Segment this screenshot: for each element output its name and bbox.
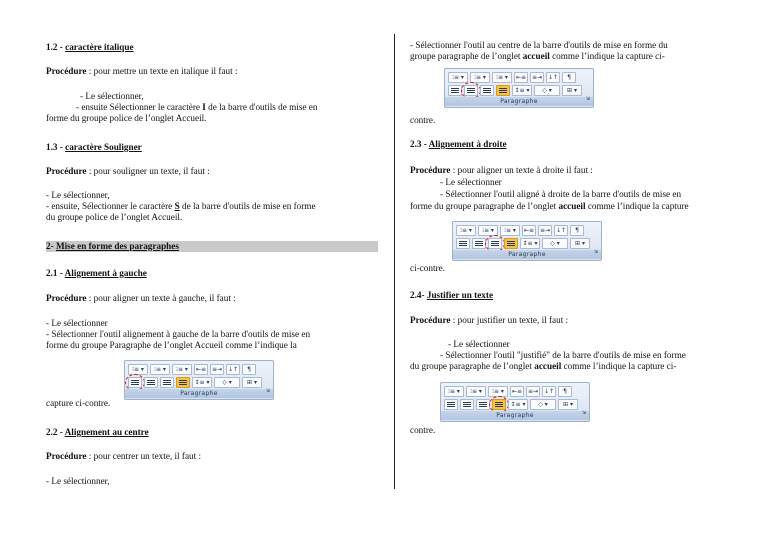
step-2-2-capture: contre.: [410, 115, 436, 125]
borders-icon: ⊞ ▾: [558, 399, 578, 410]
pilcrow-icon: ¶: [562, 72, 576, 83]
justify-icon: [492, 399, 506, 410]
step-2-4-capture: contre.: [410, 425, 436, 435]
sort-icon: ↓↑: [543, 388, 555, 395]
increase-indent-icon: ≡⇥: [211, 366, 223, 373]
bullets-icon: ⁝≡ ▾: [456, 225, 476, 236]
align-right-icon: [160, 377, 174, 388]
shading-icon: ◇ ▾: [542, 238, 568, 249]
ribbon-group-label: Paragraphe: [441, 411, 589, 420]
align-left-icon: [444, 399, 458, 410]
bullets-icon: ⁝≡ ▾: [128, 364, 148, 375]
step-2-4-tool: - Sélectionner l'outil "justifié" de la barre d'outils de mise en forme: [440, 350, 686, 360]
align-left-icon: [128, 377, 142, 388]
shading-icon: ◇ ▾: [534, 85, 560, 96]
step-2-1-select: - Le sélectionner: [46, 318, 108, 328]
heading-1-2: 1.2 - caractère italique: [46, 42, 134, 52]
sort-icon: ↓↑: [227, 366, 239, 373]
paragraph-ribbon-align-left: [124, 360, 274, 400]
procedure-1-2: Procédure : pour mettre un texte en italique il faut :: [46, 66, 238, 76]
justify-icon: [176, 377, 190, 388]
step-1-3-underline-cont: du groupe police de l’onglet Accueil.: [46, 212, 183, 222]
borders-icon: ⊞ ▾: [242, 377, 262, 388]
step-2-2-tool: - Sélectionner l'outil au centre de la barre d'outils de mise en forme du: [410, 40, 668, 50]
decrease-indent-icon: ⇤≡: [195, 366, 207, 373]
heading-2-3: 2.3 - Alignement à droite: [410, 139, 507, 149]
align-center-icon: [144, 377, 158, 388]
increase-indent-icon: ≡⇥: [539, 227, 551, 234]
shading-icon: ◇ ▾: [214, 377, 240, 388]
multilevel-list-icon: ⁝≡ ▾: [172, 364, 192, 375]
procedure-2-3: Procédure : pour aligner un texte à droite il faut :: [410, 165, 593, 175]
heading-1-3: 1.3 - caractère Souligner: [46, 142, 142, 152]
step-1-2-select: - Le sélectionner,: [80, 91, 144, 101]
pilcrow-icon: ¶: [558, 386, 572, 397]
align-center-icon: [460, 399, 474, 410]
align-right-icon: [476, 399, 490, 410]
line-spacing-icon: ↕≡ ▾: [520, 238, 540, 249]
justify-icon: [504, 238, 518, 249]
heading-2-4: 2.4- Justifier un texte: [410, 290, 494, 300]
shading-icon: ◇ ▾: [530, 399, 556, 410]
dialog-launcher-icon: ⇲: [593, 249, 598, 255]
procedure-1-3: Procédure : pour souligner un texte, il faut :: [46, 166, 210, 176]
step-2-1-tool-cont: forme du groupe Paragraphe de l’onglet Accueil comme l’indique la: [46, 340, 297, 350]
decrease-indent-icon: ⇤≡: [511, 388, 523, 395]
multilevel-list-icon: ⁝≡ ▾: [492, 72, 512, 83]
step-2-3-capture: ci-contre.: [410, 263, 445, 273]
ribbon-group-label: Paragraphe: [453, 250, 601, 259]
increase-indent-icon: ≡⇥: [531, 74, 543, 81]
sort-icon: ↓↑: [547, 74, 559, 81]
step-2-2-select: - Le sélectionner,: [46, 476, 110, 486]
numbering-icon: ⁝≡ ▾: [466, 386, 486, 397]
align-center-icon: [472, 238, 486, 249]
step-1-3-select: - Le sélectionner,: [46, 190, 110, 200]
step-1-2-italic: - ensuite Sélectionner le caractère I de la barre d'outils de mise en: [76, 102, 318, 112]
align-left-icon: [448, 85, 462, 96]
multilevel-list-icon: ⁝≡ ▾: [500, 225, 520, 236]
dialog-launcher-icon: ⇲: [581, 410, 586, 416]
procedure-2-2: Procédure : pour centrer un texte, il faut :: [46, 451, 202, 461]
step-2-4-tool-cont: du groupe paragraphe de l’onglet accueil comme l’indique la capture ci-: [410, 361, 677, 371]
line-spacing-icon: ↕≡ ▾: [508, 399, 528, 410]
align-right-icon: [488, 238, 502, 249]
justify-icon: [496, 85, 510, 96]
numbering-icon: ⁝≡ ▾: [150, 364, 170, 375]
increase-indent-icon: ≡⇥: [527, 388, 539, 395]
multilevel-list-icon: ⁝≡ ▾: [488, 386, 508, 397]
pilcrow-icon: ¶: [570, 225, 584, 236]
step-2-3-tool-cont: forme du groupe paragraphe de l’onglet accueil comme l’indique la capture: [410, 201, 689, 211]
paragraph-ribbon-justify: [440, 382, 590, 422]
procedure-2-1: Procédure : pour aligner un texte à gauche, il faut :: [46, 293, 236, 303]
bullets-icon: ⁝≡ ▾: [448, 72, 468, 83]
borders-icon: ⊞ ▾: [562, 85, 582, 96]
sort-icon: ↓↑: [555, 227, 567, 234]
step-1-2-italic-cont: forme du groupe police de l’onglet Accueil.: [46, 113, 207, 123]
step-2-4-select: - Le sélectionner: [448, 339, 510, 349]
heading-2-section-bar: 2- Mise en forme des paragraphes: [46, 241, 378, 252]
step-2-3-select: - Le sélectionner: [440, 177, 502, 187]
borders-icon: ⊞ ▾: [570, 238, 590, 249]
paragraph-ribbon-align-right: [452, 221, 602, 261]
bullets-icon: ⁝≡ ▾: [444, 386, 464, 397]
decrease-indent-icon: ⇤≡: [523, 227, 535, 234]
ribbon-group-label: Paragraphe: [125, 389, 273, 398]
column-divider: [394, 34, 395, 489]
step-1-3-underline: - ensuite, Sélectionner le caractère S de la barre d'outils de mise en forme: [46, 201, 316, 211]
step-2-2-tool-cont: groupe paragraphe de l’onglet accueil comme l’indique la capture ci-: [410, 51, 665, 61]
align-left-icon: [456, 238, 470, 249]
procedure-2-4: Procédure : pour justifier un texte, il faut :: [410, 315, 569, 325]
step-2-1-tool: - Sélectionner l'outil alignement à gauche de la barre d'outils de mise en: [46, 329, 311, 339]
paragraph-ribbon-align-center: [444, 68, 594, 108]
align-right-icon: [480, 85, 494, 96]
decrease-indent-icon: ⇤≡: [515, 74, 527, 81]
step-2-3-tool: - Sélectionner l'outil aligné à droite de la barre d'outils de mise en: [440, 189, 682, 199]
numbering-icon: ⁝≡ ▾: [470, 72, 490, 83]
line-spacing-icon: ↕≡ ▾: [512, 85, 532, 96]
line-spacing-icon: ↕≡ ▾: [192, 377, 212, 388]
numbering-icon: ⁝≡ ▾: [478, 225, 498, 236]
ribbon-group-label: Paragraphe: [445, 97, 593, 106]
heading-2-2: 2.2 - Alignement au centre: [46, 427, 149, 437]
align-center-icon: [464, 85, 478, 96]
heading-2-1: 2.1 - Alignement à gauche: [46, 268, 147, 278]
pilcrow-icon: ¶: [242, 364, 256, 375]
dialog-launcher-icon: ⇲: [585, 96, 590, 102]
dialog-launcher-icon: ⇲: [265, 388, 270, 394]
step-2-1-capture: capture ci-contre.: [46, 398, 111, 408]
